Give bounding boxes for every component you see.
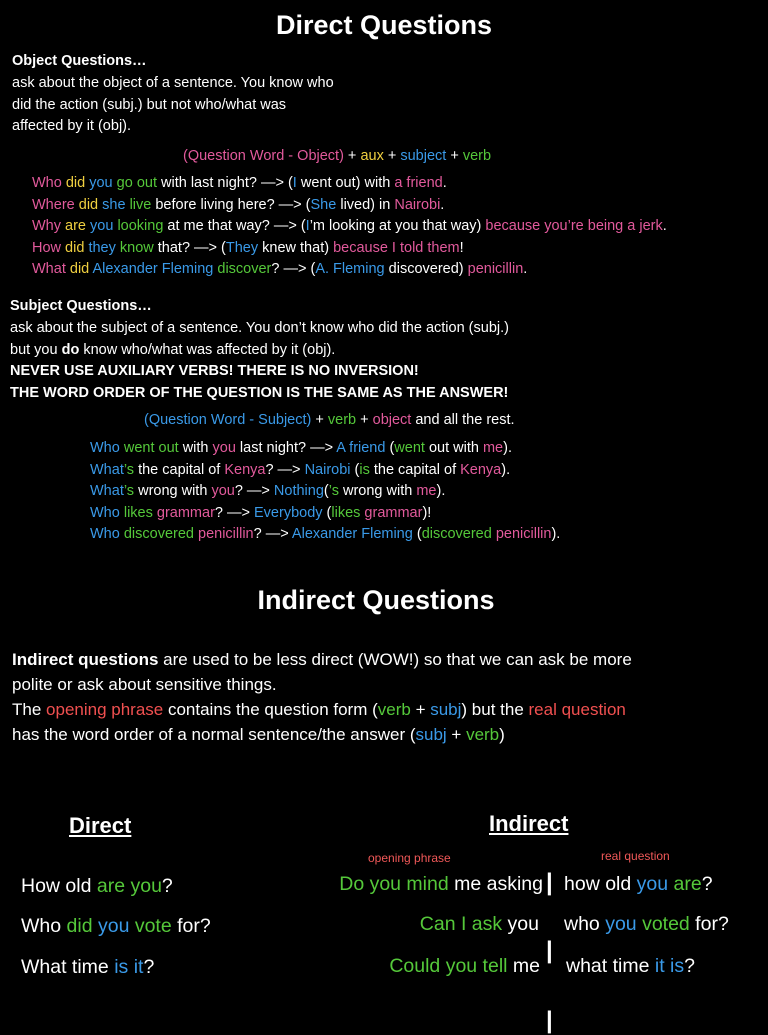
- text-segment: wrong with: [134, 483, 212, 500]
- text-segment: discovered: [421, 526, 496, 543]
- example-line: [32, 173, 667, 195]
- text-segment: you: [211, 483, 235, 500]
- text-segment: they: [88, 239, 120, 256]
- text-segment: at me that way? —> (: [163, 218, 306, 235]
- text-segment: aux: [360, 148, 384, 164]
- text-segment: went: [394, 440, 425, 456]
- text-segment: +: [410, 700, 431, 719]
- example-line: [90, 524, 560, 546]
- real-question: [564, 913, 729, 936]
- text-segment: ? —>: [253, 526, 292, 543]
- text-segment: What time: [21, 956, 115, 978]
- real-question: [564, 873, 713, 896]
- example-line: [32, 216, 667, 238]
- text-segment: verb: [462, 148, 492, 164]
- text-segment: polite or ask about sensitive things.: [12, 675, 277, 694]
- text-segment: she: [102, 196, 130, 213]
- text-segment: Why: [32, 218, 66, 235]
- text-segment: ? —> (: [271, 261, 316, 278]
- description-line: affected by it (obj).: [12, 118, 132, 135]
- example-line: [32, 195, 667, 217]
- text-segment: because you’re being a jerk: [485, 218, 663, 235]
- opening-phrase-label: opening phrase: [368, 851, 451, 865]
- text-segment: ? —>: [265, 461, 305, 478]
- text-segment: ’s: [123, 461, 135, 478]
- text-segment: because I told them: [333, 239, 460, 256]
- direct-question: [21, 956, 154, 979]
- text-segment: What: [90, 483, 124, 500]
- text-segment: ? —>: [214, 504, 254, 521]
- text-segment: What: [32, 261, 70, 278]
- text-segment: did: [66, 915, 98, 937]
- text-segment: did: [78, 196, 103, 213]
- opening-phrase: [389, 955, 540, 978]
- text-segment: (: [350, 461, 360, 478]
- text-segment: ’m looking at you that way): [309, 218, 486, 235]
- rule-line: NEVER USE AUXILIARY VERBS! THERE IS NO INVERSION!: [10, 363, 419, 380]
- text-segment: ?: [701, 873, 713, 895]
- text-segment: it is: [654, 955, 685, 977]
- text-segment: .: [440, 196, 445, 213]
- text-segment: (: [322, 504, 332, 521]
- text-segment: Where: [32, 196, 79, 213]
- text-segment: are used to be less direct (WOW!) so that we can ask be more: [158, 650, 632, 669]
- text-segment: me: [416, 483, 437, 500]
- text-segment: +: [383, 148, 401, 164]
- text-segment: subject: [400, 148, 447, 164]
- example-line: [90, 460, 560, 482]
- text-segment: Nairobi: [394, 196, 441, 213]
- text-segment: subj: [430, 700, 462, 719]
- text-segment: I: [305, 218, 310, 235]
- text-segment: likes: [123, 504, 157, 521]
- text-segment: The: [12, 700, 47, 719]
- text-segment: knew that): [258, 239, 334, 256]
- text-segment: )!: [422, 504, 432, 521]
- text-segment: voted: [642, 913, 690, 935]
- text-segment: discover: [217, 261, 272, 278]
- text-segment: are: [65, 218, 91, 235]
- text-segment: I: [292, 175, 297, 191]
- text-segment: Who: [90, 440, 124, 456]
- indirect-questions-title: Indirect Questions: [257, 585, 495, 615]
- direct-question: [21, 915, 211, 938]
- text-segment: Nothing: [273, 483, 324, 500]
- text-segment: likes: [331, 504, 365, 521]
- description-emphasis: do: [61, 341, 80, 358]
- text-segment: (: [323, 483, 329, 500]
- real-question-label: real question: [601, 849, 670, 863]
- description-line: did the action (subj.) but not who/what was: [12, 96, 287, 113]
- text-segment: What: [90, 461, 124, 478]
- text-segment: did: [65, 239, 89, 256]
- text-segment: ?: [684, 955, 695, 977]
- text-segment: wrong with: [338, 483, 417, 500]
- text-segment: live: [129, 196, 152, 213]
- text-segment: How: [32, 239, 66, 256]
- text-segment: Who: [90, 504, 124, 521]
- text-segment: went out: [123, 440, 179, 456]
- text-segment: Nairobi: [304, 461, 351, 478]
- text-segment: with last night? —> (: [156, 175, 293, 191]
- description-line: ask about the object of a sentence. You know who: [12, 75, 334, 91]
- example-line: [32, 259, 667, 281]
- text-segment: Everybody: [254, 504, 323, 521]
- example-line: [32, 238, 667, 260]
- description-line: [10, 340, 509, 362]
- text-segment: ).: [501, 461, 511, 478]
- object-examples-list: [32, 173, 667, 281]
- opening-phrase: [420, 913, 539, 936]
- text-segment: you: [97, 915, 135, 937]
- text-segment: ).: [436, 483, 446, 500]
- text-segment: vote: [134, 915, 172, 937]
- text-segment: are you: [96, 875, 162, 897]
- text-segment: Indirect questions: [12, 650, 159, 669]
- text-segment: .: [523, 261, 528, 278]
- text-segment: Alexander Fleming: [92, 261, 218, 278]
- text-segment: discovered): [384, 261, 468, 278]
- text-segment: !: [459, 239, 464, 256]
- text-segment: grammar: [364, 504, 423, 521]
- separator-bar: |: [546, 937, 553, 964]
- text-segment: Who: [32, 175, 66, 191]
- text-segment: ): [499, 725, 505, 744]
- text-segment: +: [446, 725, 467, 744]
- indirect-explanation: [12, 647, 632, 747]
- text-segment: for?: [171, 915, 211, 937]
- text-segment: penicillin: [495, 526, 552, 543]
- object-formula: [183, 146, 491, 168]
- text-segment: me: [507, 955, 540, 977]
- text-segment: .: [662, 218, 667, 235]
- text-segment: me asking: [448, 873, 543, 895]
- text-segment: is: [359, 461, 370, 478]
- text-segment: ? —>: [234, 483, 274, 500]
- text-segment: me: [482, 440, 504, 456]
- description-line: ask about the subject of a sentence. You don’t know who did the action (subj.): [10, 320, 509, 336]
- text-segment: ?: [143, 956, 155, 978]
- text-segment: ’s: [328, 483, 339, 500]
- text-segment: you: [502, 913, 539, 935]
- example-line: [90, 481, 560, 503]
- explanation-line: [12, 697, 632, 722]
- text-segment: for?: [689, 913, 729, 935]
- text-segment: with: [178, 440, 213, 456]
- text-segment: are: [673, 873, 702, 895]
- text-segment: (Question Word - Subject): [144, 412, 312, 428]
- direct-column-header: Direct: [69, 813, 132, 838]
- text-segment: go out: [116, 175, 157, 191]
- text-segment: opening phrase: [46, 700, 164, 719]
- indirect-column-header: Indirect: [489, 811, 569, 836]
- text-segment: you: [636, 873, 674, 895]
- direct-questions-title: Direct Questions: [275, 10, 493, 40]
- text-segment: is it: [114, 956, 144, 978]
- text-segment: A friend: [336, 440, 386, 456]
- text-segment: .: [442, 175, 447, 191]
- text-segment: She: [310, 196, 337, 213]
- text-segment: ) but the: [461, 700, 529, 719]
- text-segment: before living here? —> (: [151, 196, 311, 213]
- text-segment: did: [65, 175, 90, 191]
- object-questions-description: [12, 73, 334, 138]
- text-segment: Can I ask: [419, 913, 503, 935]
- text-segment: contains the question form (: [163, 700, 378, 719]
- text-segment: discovered: [123, 526, 198, 543]
- real-question: [566, 955, 695, 978]
- text-segment: Who: [90, 526, 124, 543]
- text-segment: you: [89, 175, 117, 191]
- example-line: [90, 503, 560, 525]
- text-segment: penicillin: [467, 261, 524, 278]
- text-segment: how old: [564, 873, 637, 895]
- text-segment: They: [225, 239, 259, 256]
- text-segment: lived) in: [336, 196, 395, 213]
- text-segment: Kenya: [460, 461, 502, 478]
- text-segment: subj: [415, 725, 447, 744]
- text-segment: grammar: [156, 504, 215, 521]
- text-segment: that? —> (: [153, 239, 226, 256]
- text-segment: know: [119, 239, 154, 256]
- text-segment: A. Fleming: [315, 261, 385, 278]
- text-segment: you: [605, 913, 643, 935]
- description-text: but you: [10, 341, 62, 358]
- text-segment: ).: [503, 440, 512, 456]
- text-segment: Alexander Fleming: [291, 526, 413, 543]
- opening-phrase: [339, 873, 543, 896]
- text-segment: +: [311, 412, 328, 428]
- text-segment: (Question Word - Object): [183, 148, 344, 164]
- text-segment: the capital of: [369, 461, 461, 478]
- text-segment: +: [446, 148, 463, 164]
- text-segment: ).: [551, 526, 561, 543]
- text-segment: +: [343, 148, 361, 164]
- text-segment: +: [356, 412, 373, 428]
- text-segment: and all the rest.: [411, 412, 515, 428]
- example-line: [90, 438, 560, 460]
- text-segment: has the word order of a normal sentence/the answer (: [12, 725, 416, 744]
- text-segment: you: [90, 218, 118, 235]
- text-segment: How old: [21, 875, 97, 897]
- text-segment: object: [372, 412, 412, 428]
- explanation-line: [12, 722, 632, 747]
- text-segment: Do you mind: [339, 873, 449, 895]
- text-segment: penicillin: [198, 526, 254, 543]
- text-segment: verb: [327, 412, 357, 428]
- text-segment: last night? —>: [235, 440, 337, 456]
- text-segment: Could you tell: [389, 955, 508, 977]
- description-text: know who/what was affected by it (obj).: [79, 341, 336, 358]
- separator-bar: |: [546, 1007, 553, 1034]
- text-segment: Kenya: [224, 461, 266, 478]
- text-segment: Who: [21, 915, 67, 937]
- text-segment: did: [69, 261, 93, 278]
- text-segment: looking: [117, 218, 164, 235]
- text-segment: ?: [161, 875, 173, 897]
- separator-bar: |: [546, 869, 553, 896]
- object-questions-heading: Object Questions…: [12, 53, 147, 69]
- text-segment: a friend: [394, 175, 443, 191]
- text-segment: out with: [424, 440, 483, 456]
- subject-questions-heading: Subject Questions…: [10, 298, 152, 314]
- explanation-line: [12, 647, 632, 672]
- text-segment: (: [412, 526, 422, 543]
- text-segment: real question: [528, 700, 626, 719]
- subject-formula: [144, 410, 515, 432]
- direct-question: [21, 875, 173, 898]
- text-segment: verb: [377, 700, 411, 719]
- subject-questions-description: [10, 318, 509, 404]
- subject-examples-list: [90, 438, 560, 546]
- explanation-line: [12, 672, 632, 697]
- text-segment: (: [385, 440, 395, 456]
- text-segment: ’s: [123, 483, 135, 500]
- text-segment: what time: [566, 955, 655, 977]
- text-segment: who: [564, 913, 606, 935]
- text-segment: you: [212, 440, 236, 456]
- text-segment: went out) with: [296, 175, 395, 191]
- text-segment: verb: [466, 725, 500, 744]
- text-segment: the capital of: [134, 461, 225, 478]
- rule-line: THE WORD ORDER OF THE QUESTION IS THE SAME AS THE ANSWER!: [10, 384, 509, 401]
